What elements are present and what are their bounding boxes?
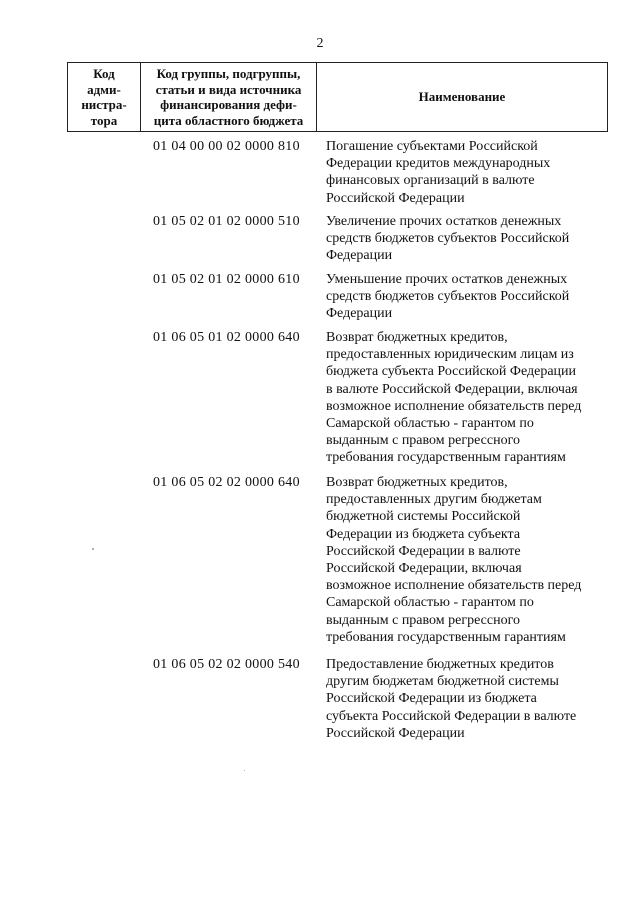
page-number: 2 bbox=[316, 36, 324, 51]
row-code: 01 06 05 02 02 0000 540 bbox=[153, 657, 300, 672]
row-code: 01 06 05 02 02 0000 640 bbox=[153, 475, 300, 490]
row-code: 01 04 00 00 02 0000 810 bbox=[153, 139, 300, 154]
header-source-code-label: Код группы, подгруппы, статьи и вида источника финансирования дефи- цита областного бюджета bbox=[153, 66, 304, 128]
row-name: Погашение субъектами Российской Федерации кредитов международных финансовых организаций в валюте Российской Федерации bbox=[326, 139, 551, 206]
scan-speck bbox=[92, 548, 94, 550]
header-admin-code bbox=[68, 63, 141, 131]
row-name: Возврат бюджетных кредитов, предоставленных другим бюджетам бюджетной системы Российской Федерации из бюджета субъекта Российской Федерации в валюте Российской Федерации, включая возможное исполнение обязательств перед Самарской областью - гарантом по выданным с правом регрессного требования государственным гарантиям bbox=[326, 475, 582, 645]
row-code: 01 05 02 01 02 0000 610 bbox=[153, 272, 300, 287]
row-name: Уменьшение прочих остатков денежных средств бюджетов субъектов Российской Федерации bbox=[326, 272, 570, 322]
header-name-label: Наименование bbox=[418, 89, 506, 105]
row-name: Увеличение прочих остатков денежных средств бюджетов субъектов Российской Федерации bbox=[326, 214, 570, 264]
row-code: 01 06 05 01 02 0000 640 bbox=[153, 330, 300, 345]
scan-speck bbox=[244, 770, 245, 771]
header-name bbox=[317, 63, 607, 131]
row-name: Предоставление бюджетных кредитов другим бюджетам бюджетной системы Российской Федерации из бюджета субъекта Российской Федерации в валюте Российской Федерации bbox=[326, 657, 577, 741]
row-code: 01 05 02 01 02 0000 510 bbox=[153, 214, 300, 229]
header-source-code bbox=[141, 63, 317, 131]
header-admin-code-label: Код адми- нистра- тора bbox=[81, 66, 127, 128]
table-header bbox=[67, 62, 608, 132]
row-name: Возврат бюджетных кредитов, предоставленных юридическим лицам из бюджета субъекта Российской Федерации в валюте Российской Федерации, включая возможное исполнение обязательств перед Самарской областью - гарантом по выданным с правом регрессного требования государственным гарантиям bbox=[326, 330, 582, 466]
